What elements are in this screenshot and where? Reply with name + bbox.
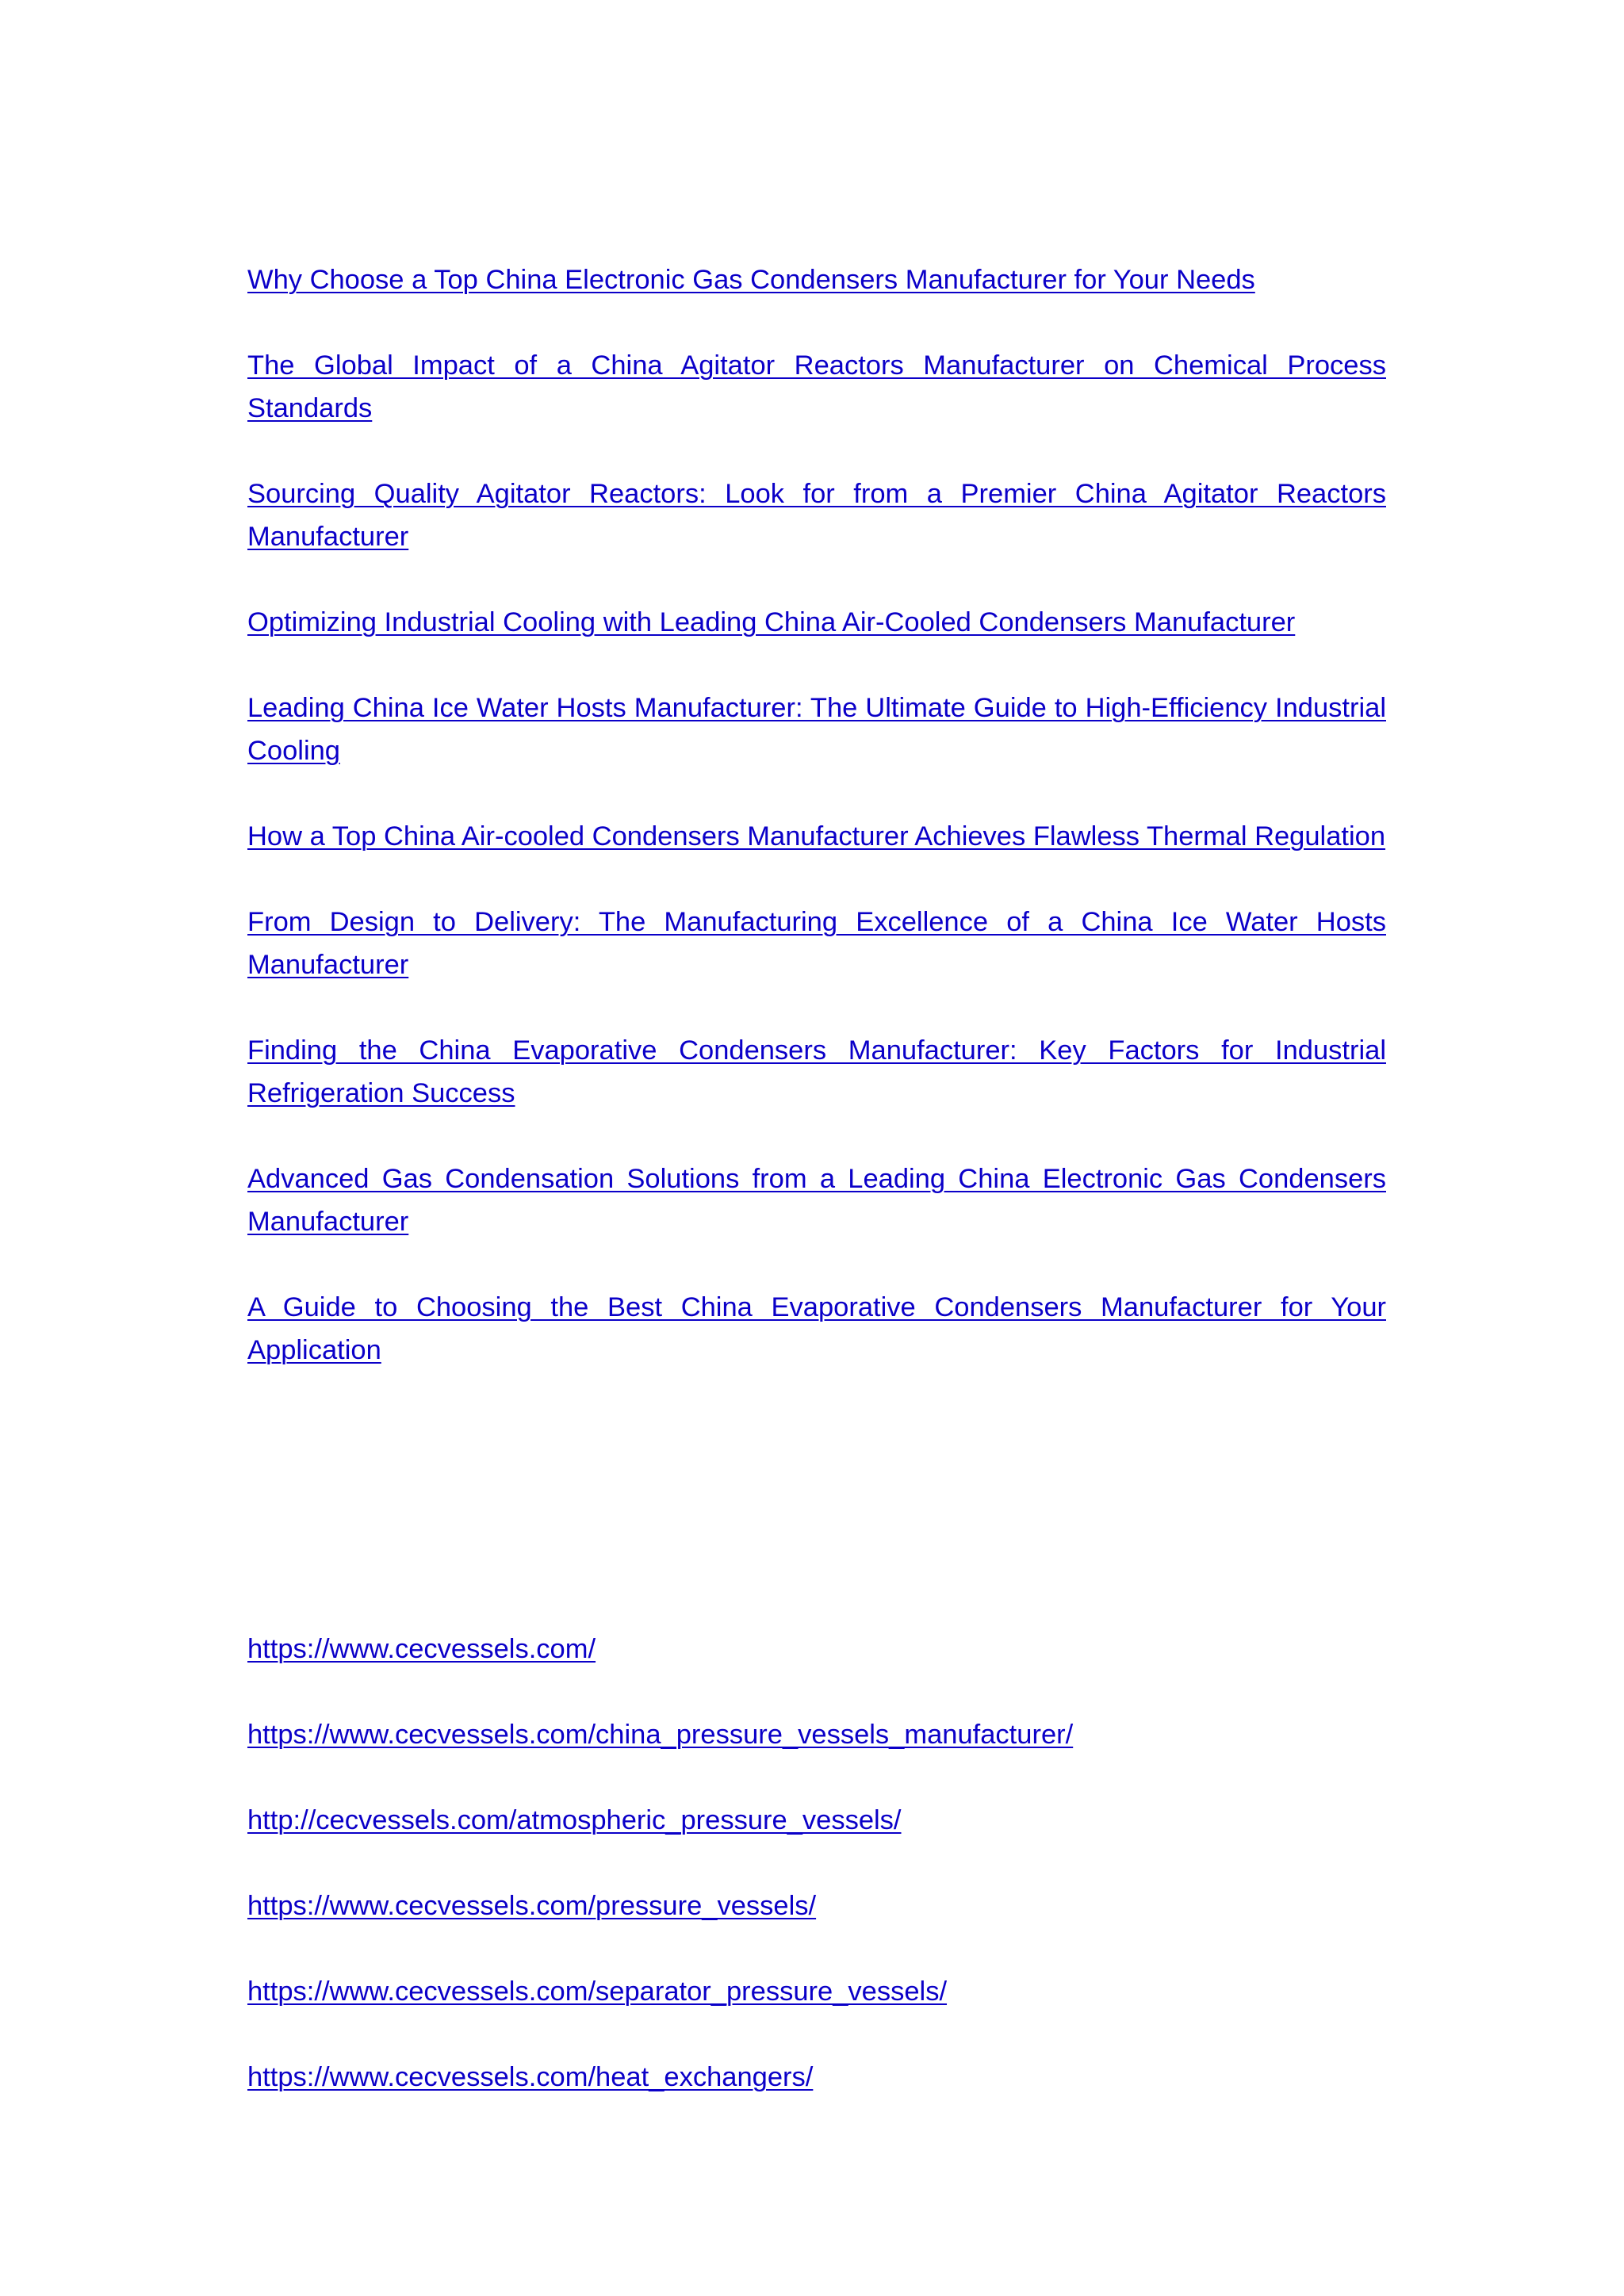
- article-link-2[interactable]: The Global Impact of a China Agitator Reactors Manufacturer on Chemical Process Standards: [247, 350, 1386, 423]
- url-link-list: [247, 1628, 1386, 2141]
- url-link-separator-pressure-vessels[interactable]: https://www.cecvessels.com/separator_pressure_vessels/: [247, 1976, 948, 2007]
- article-link-8[interactable]: Finding the China Evaporative Condensers Manufacturer: Key Factors for Industrial Refrigeration Success: [247, 1035, 1386, 1108]
- url-link-home[interactable]: https://www.cecvessels.com/: [247, 1634, 596, 1664]
- article-link-4[interactable]: Optimizing Industrial Cooling with Leading China Air-Cooled Condensers Manufacturer: [247, 607, 1296, 637]
- url-link-atmospheric-pressure-vessels[interactable]: http://cecvessels.com/atmospheric_pressure_vessels/: [247, 1805, 902, 1835]
- article-link-10[interactable]: A Guide to Choosing the Best China Evaporative Condensers Manufacturer for Your Application: [247, 1292, 1386, 1365]
- url-link-china-pressure-vessels[interactable]: https://www.cecvessels.com/china_pressure_vessels_manufacturer/: [247, 1720, 1074, 1750]
- url-link-pressure-vessels[interactable]: https://www.cecvessels.com/pressure_vessels/: [247, 1891, 817, 1921]
- article-link-9[interactable]: Advanced Gas Condensation Solutions from a Leading China Electronic Gas Condensers Manufacturer: [247, 1164, 1386, 1237]
- article-link-1[interactable]: Why Choose a Top China Electronic Gas Condensers Manufacturer for Your Needs: [247, 265, 1255, 295]
- article-link-list: [247, 258, 1386, 1414]
- article-link-5[interactable]: Leading China Ice Water Hosts Manufacturer: The Ultimate Guide to High-Efficiency Industrial Cooling: [247, 693, 1386, 766]
- url-link-heat-exchangers[interactable]: https://www.cecvessels.com/heat_exchangers/: [247, 2062, 814, 2092]
- article-link-3[interactable]: Sourcing Quality Agitator Reactors: Look for from a Premier China Agitator Reactors Manufacturer: [247, 479, 1386, 552]
- article-link-6[interactable]: How a Top China Air-cooled Condensers Manufacturer Achieves Flawless Thermal Regulation: [247, 821, 1386, 851]
- article-link-7[interactable]: From Design to Delivery: The Manufacturing Excellence of a China Ice Water Hosts Manufacturer: [247, 907, 1386, 980]
